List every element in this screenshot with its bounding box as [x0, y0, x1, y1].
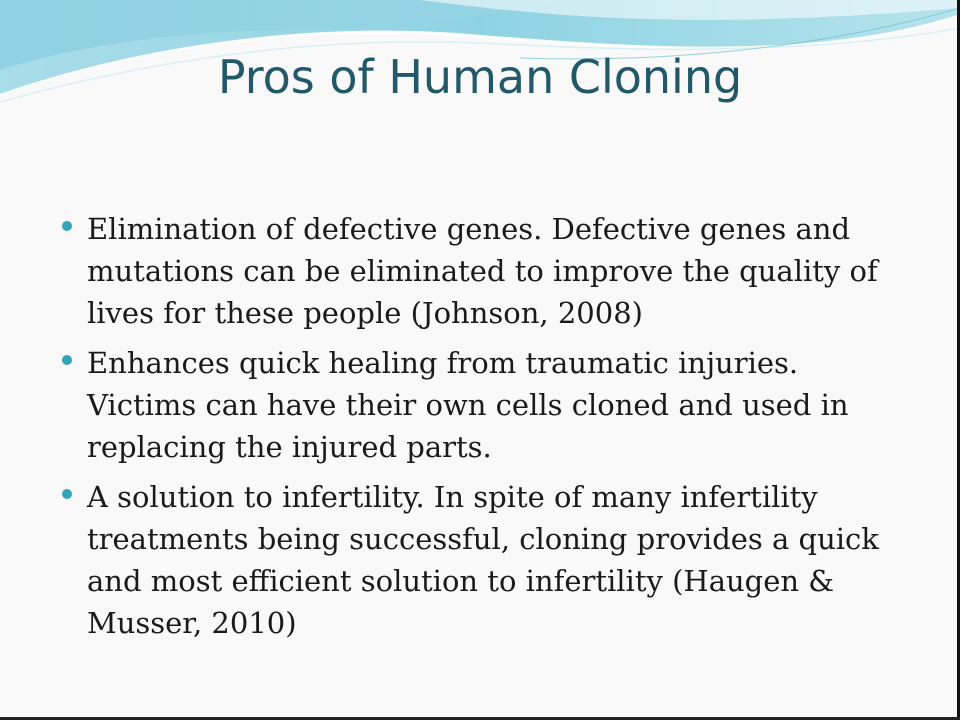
bullet-item-quick-healing [60, 342, 900, 468]
bullet-dot-icon [62, 355, 72, 365]
bullet-item-defective-genes [60, 208, 900, 334]
bullet-text: Elimination of defective genes. Defective genes and mutations can be eliminated to improve the quality of lives for these people (Johnson, 2008) [87, 212, 878, 330]
bullet-dot-icon [62, 221, 72, 231]
bullet-item-infertility [60, 476, 900, 644]
bullet-text: Enhances quick healing from traumatic injuries. Victims can have their own cells cloned and used in replacing the injured parts. [87, 346, 849, 464]
bullet-text: A solution to infertility. In spite of many infertility treatments being successful, cloning provides a quick and most efficient solution to infertility (Haugen & Musser, 2010) [87, 480, 879, 640]
bullet-list [60, 208, 900, 652]
bullet-dot-icon [62, 489, 72, 499]
slide-title: Pros of Human Cloning [217, 50, 743, 104]
